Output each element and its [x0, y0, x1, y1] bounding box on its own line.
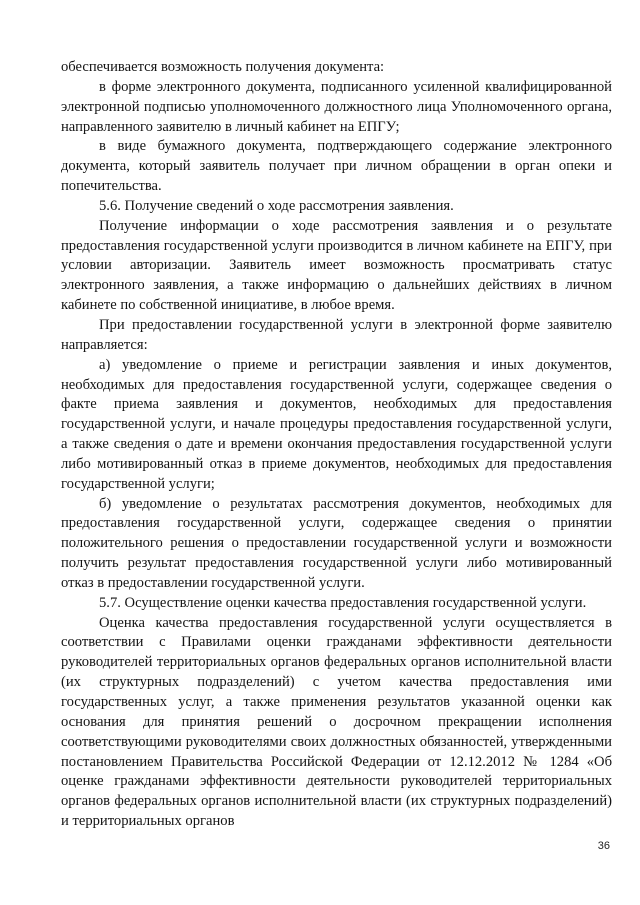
list-item-b: б) уведомление о результатах рассмотрения документов, необходимых для предоставления государственной услуги, содержащее сведения о принятии положительного решения о предоставлении государственной услуги и возможности получить результат предоставления государственной услуги либо мотивированный отказ в предоставлении государственной услуги. — [61, 495, 612, 591]
section-heading-5-6: 5.6. Получение сведений о ходе рассмотрения заявления. — [99, 197, 454, 214]
paragraph-paper-form: в виде бумажного документа, подтверждающего содержание электронного документа, который заявитель получает при личном обращении в орган опеки и попечительства. — [61, 138, 612, 195]
page-number: 36 — [597, 840, 610, 852]
paragraph-notifications-intro: При предоставлении государственной услуги в электронной форме заявителю направляется: — [61, 316, 612, 353]
paragraph-electronic-form: в форме электронного документа, подписанного усиленной квалифицированной электронной подписью уполномоченного должностного лица Уполномоченного органа, направленного заявителю в личный кабинет на ЕПГУ; — [61, 78, 612, 135]
paragraph-status-info: Получение информации о ходе рассмотрения заявления и о результате предоставления государственной услуги производится в личном кабинете на ЕПГУ, при условии авторизации. Заявитель имеет возможность просматривать статус электронного заявления, а также информацию о дальнейших действиях в личном кабинете по собственной инициативе, в любое время. — [61, 217, 612, 314]
document-page — [61, 58, 612, 832]
section-heading-5-7: 5.7. Осуществление оценки качества предоставления государственной услуги. — [99, 594, 587, 611]
paragraph-intro: обеспечивается возможность получения документа: — [61, 59, 385, 75]
paragraph-quality-assessment: Оценка качества предоставления государственной услуги осуществляется в соответствии с Правилами оценки гражданами эффективности деятельности руководителей территориальных органов федеральных органов исполнительной власти (их структурных подразделений) с учетом качества предоставления ими государственных услуг, а также применения результатов указанной оценки как основания для принятия решений о досрочном прекращении исполнения соответствующими руководителями своих должностных обязанностей, утвержденными постановлением Правительства Российской Федерации от 12.12.2012 № 1284 «Об оценке гражданами эффективности деятельности руководителей территориальных органов федеральных органов исполнительной власти (их структурных подразделений) и территориальных органов — [61, 614, 612, 830]
list-item-a: а) уведомление о приеме и регистрации заявления и иных документов, необходимых для предоставления государственной услуги, содержащее сведения о факте приема заявления и документов, необходимых для предоставления государственной услуги, и начале процедуры предоставления государственной услуги, а также сведения о дате и времени окончания предоставления государственной услуги либо мотивированный отказ в приеме документов, необходимых для предоставления государственной услуги; — [61, 356, 612, 492]
